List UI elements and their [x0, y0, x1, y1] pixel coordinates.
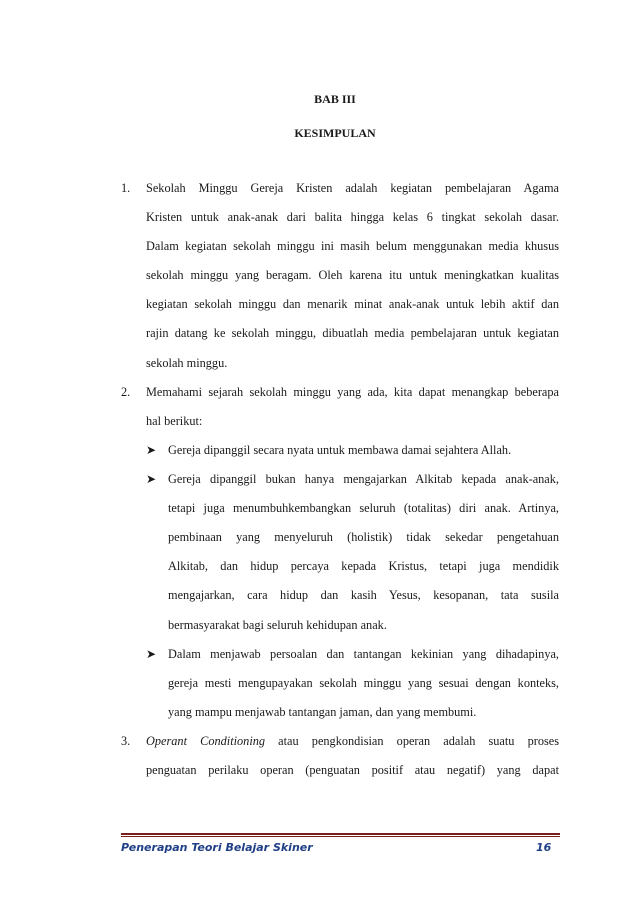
bullet-line: mengajarkan, cara hidup dan kasih Yesus, kesopanan, tata susila: [168, 588, 559, 602]
bullet-line: bermasyarakat bagi seluruh kehidupan anak.: [168, 618, 387, 632]
item-2-line: hal berikut:: [146, 414, 203, 428]
item-3-line-rest: atau pengkondisian operan adalah suatu proses: [265, 734, 560, 748]
chapter-title: KESIMPULAN: [294, 126, 376, 140]
bullet-line: tetapi juga menumbuhkembangkan seluruh (totalitas) diri anak. Artinya,: [168, 501, 559, 515]
footer-rule-thin: [121, 836, 560, 837]
bullet-line: pembinaan yang menyeluruh (holistik) tidak sekedar pengetahuan: [168, 530, 559, 544]
item-1-line: kegiatan sekolah minggu dan menarik minat anak-anak untuk lebih aktif dan: [146, 297, 559, 311]
footer-title: Penerapan Teori Belajar Skiner: [121, 841, 313, 854]
item-1-line: Sekolah Minggu Gereja Kristen adalah kegiatan pembelajaran Agama: [146, 181, 559, 195]
bullet-line: Gereja dipanggil bukan hanya mengajarkan Alkitab kepada anak-anak,: [168, 472, 559, 486]
item-1-line: Kristen untuk anak-anak dari balita hingga kelas 6 tingkat sekolah dasar.: [146, 210, 559, 224]
chapter-heading: BAB III: [314, 92, 356, 106]
term-italic: Operant Conditioning: [146, 734, 266, 748]
arrow-bullet-icon: ➤: [146, 443, 157, 457]
item-3-line: penguatan perilaku operan (penguatan positif atau negatif) yang dapat: [146, 763, 559, 777]
item-number: 1.: [121, 181, 131, 195]
item-1-line: rajin datang ke sekolah minggu, dibuatlah media pembelajaran untuk kegiatan: [146, 326, 559, 340]
item-1-line: sekolah minggu.: [146, 356, 228, 370]
footer-rule: [121, 833, 560, 835]
bullet-line: yang mampu menjawab tantangan jaman, dan yang membumi.: [168, 705, 477, 719]
item-number: 2.: [121, 385, 131, 399]
footer-page-number: 16: [536, 841, 552, 854]
arrow-bullet-icon: ➤: [146, 472, 157, 486]
arrow-bullet-icon: ➤: [146, 647, 157, 661]
bullet-line: Gereja dipanggil secara nyata untuk membawa damai sejahtera Allah.: [168, 443, 512, 457]
item-number: 3.: [121, 734, 131, 748]
item-1-line: Dalam kegiatan sekolah minggu ini masih belum menggunakan media khusus: [146, 239, 559, 253]
bullet-line: Dalam menjawab persoalan dan tantangan kekinian yang dihadapinya,: [168, 647, 559, 661]
item-2-line: Memahami sejarah sekolah minggu yang ada, kita dapat menangkap beberapa: [146, 385, 559, 399]
bullet-line: Alkitab, dan hidup percaya kepada Kristus, tetapi juga mendidik: [168, 559, 559, 573]
bullet-line: gereja mesti mengupayakan sekolah minggu yang sesuai dengan konteks,: [168, 676, 559, 690]
item-1-line: sekolah minggu yang beragam. Oleh karena itu untuk meningkatkan kualitas: [146, 268, 559, 282]
item-3-line: [146, 734, 559, 748]
